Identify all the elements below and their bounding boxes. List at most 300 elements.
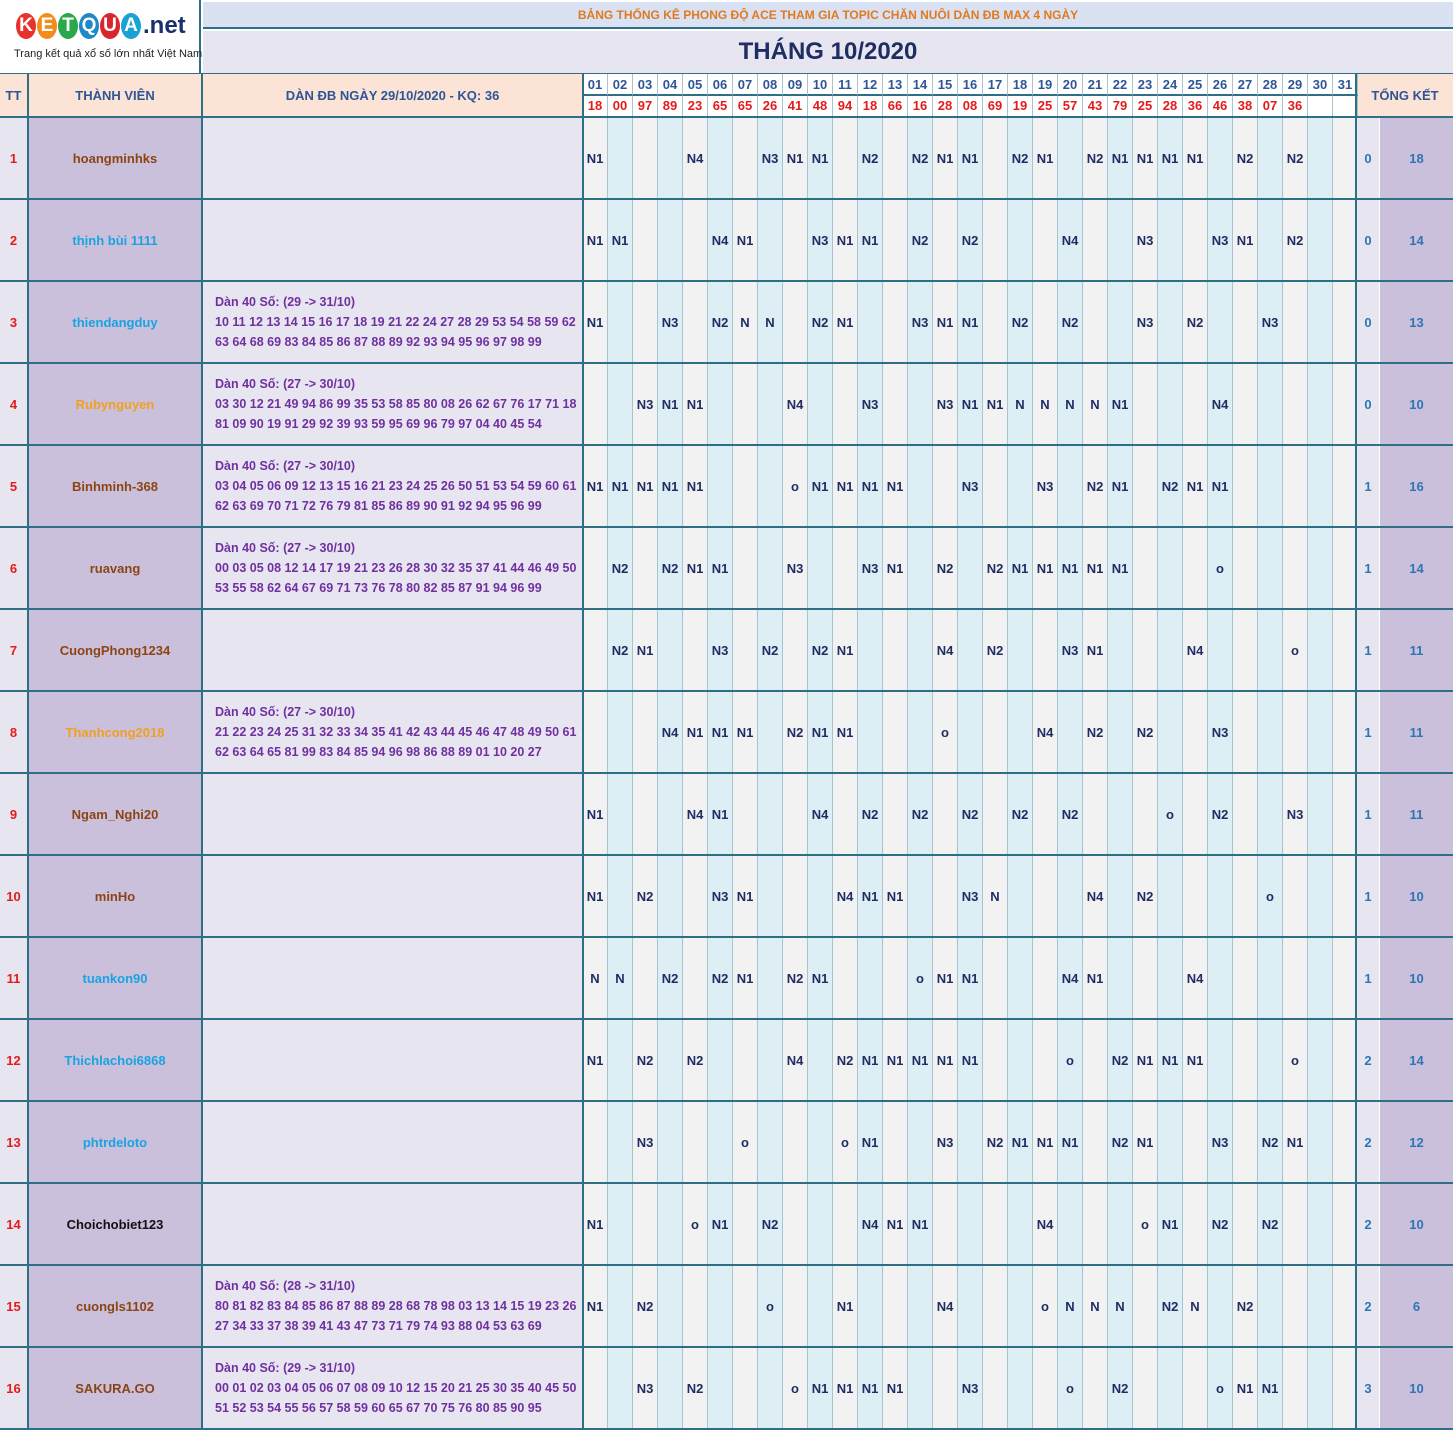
day-cell: [1308, 938, 1333, 1018]
day-cell: o: [833, 1102, 858, 1182]
day-cell: [1183, 200, 1208, 280]
day-cell: [1108, 856, 1133, 936]
dan-line: Dàn 40 Số: (27 -> 30/10): [215, 459, 355, 473]
day-result: 38: [1233, 96, 1258, 116]
day-cell: [758, 1102, 783, 1182]
day-cell: N3: [758, 118, 783, 198]
summary-total: 18: [1380, 118, 1453, 198]
day-cell: [583, 528, 608, 608]
day-cell: [858, 692, 883, 772]
day-cell: N3: [1208, 692, 1233, 772]
day-cell: [1208, 1266, 1233, 1346]
day-cell: N4: [933, 1266, 958, 1346]
member-name[interactable]: minHo: [29, 856, 201, 936]
day-cell: [1308, 364, 1333, 444]
day-cell: [1083, 1184, 1108, 1264]
day-cell: [808, 364, 833, 444]
summary-count: 2: [1357, 1020, 1379, 1100]
day-cell: [733, 1020, 758, 1100]
day-cell: [1058, 118, 1083, 198]
day-cell: N: [1008, 364, 1033, 444]
day-cell: [1008, 610, 1033, 690]
member-name[interactable]: Rubynguyen: [29, 364, 201, 444]
summary-total: 16: [1380, 446, 1453, 526]
day-cell: [908, 528, 933, 608]
day-cell: N2: [1283, 118, 1308, 198]
day-cell: [883, 774, 908, 854]
logo-tagline: Trang kết quả xổ số lớn nhất Việt Nam: [14, 48, 203, 60]
day-cell: N4: [1183, 610, 1208, 690]
day-cell: N3: [708, 856, 733, 936]
day-cell: [1183, 856, 1208, 936]
summary-count: 0: [1357, 282, 1379, 362]
day-cell: [883, 610, 908, 690]
day-cell: N1: [633, 446, 658, 526]
summary-total: 11: [1380, 774, 1453, 854]
member-name[interactable]: CuongPhong1234: [29, 610, 201, 690]
day-cell: N1: [833, 1348, 858, 1428]
member-name[interactable]: tuankon90: [29, 938, 201, 1018]
day-number: 28: [1258, 74, 1283, 96]
summary-count: 2: [1357, 1266, 1379, 1346]
day-cell: N1: [858, 856, 883, 936]
day-cell: o: [733, 1102, 758, 1182]
day-cell: [583, 610, 608, 690]
dan-numbers: [203, 1348, 582, 1428]
day-cell: [1283, 1266, 1308, 1346]
day-cell: [1083, 774, 1108, 854]
day-cell: [908, 856, 933, 936]
day-cell: [1008, 1184, 1033, 1264]
day-result: 08: [958, 96, 983, 116]
day-cell: [1033, 856, 1058, 936]
row-number: 11: [0, 938, 27, 1018]
dan-numbers: [203, 610, 582, 690]
day-cell: [1283, 364, 1308, 444]
day-cell: [1033, 610, 1058, 690]
day-cell: N1: [833, 282, 858, 362]
day-cell: [608, 1266, 633, 1346]
day-cell: N1: [1283, 1102, 1308, 1182]
member-name[interactable]: Thichlachoi6868: [29, 1020, 201, 1100]
day-cell: [608, 282, 633, 362]
day-cell: [1208, 1020, 1233, 1100]
day-cell: N2: [1083, 692, 1108, 772]
day-cell: N: [733, 282, 758, 362]
day-cell: N3: [958, 856, 983, 936]
header-summary: TỔNG KẾT: [1357, 74, 1453, 116]
day-cell: [708, 1266, 733, 1346]
row-number: 9: [0, 774, 27, 854]
day-cell: N1: [1008, 528, 1033, 608]
day-cell: [633, 774, 658, 854]
day-cell: [658, 856, 683, 936]
day-cell: N4: [1208, 364, 1233, 444]
day-cell: N2: [1208, 774, 1233, 854]
day-cell: N1: [683, 364, 708, 444]
day-cell: N1: [1233, 200, 1258, 280]
day-cell: [1008, 1020, 1033, 1100]
day-cell: N1: [583, 1266, 608, 1346]
column-divider: [201, 74, 203, 1429]
row-number: 6: [0, 528, 27, 608]
dan-line: 80 81 82 83 84 85 86 87 88 89 28 68 78 98 03 13 14 15 19 23 26: [215, 1299, 577, 1313]
day-cell: [808, 1102, 833, 1182]
day-cell: [708, 446, 733, 526]
day-cell: [1208, 118, 1233, 198]
day-cell: [1183, 692, 1208, 772]
member-name[interactable]: SAKURA.GO: [29, 1348, 201, 1428]
day-cell: N2: [1108, 1348, 1133, 1428]
day-cell: [1108, 938, 1133, 1018]
day-cell: N1: [733, 692, 758, 772]
day-cell: N2: [1083, 446, 1108, 526]
day-result: 25: [1033, 96, 1058, 116]
day-cell: N1: [883, 856, 908, 936]
day-cell: [908, 1102, 933, 1182]
day-cell: N1: [1183, 1020, 1208, 1100]
member-name[interactable]: thiendangduy: [29, 282, 201, 362]
day-cell: [1233, 610, 1258, 690]
day-number: 12: [858, 74, 883, 96]
day-cell: o: [783, 446, 808, 526]
header-dan: DÀN ĐB NGÀY 29/10/2020 - KQ: 36: [203, 74, 582, 116]
day-cell: [808, 1266, 833, 1346]
day-cell: [958, 1266, 983, 1346]
summary-count: 1: [1357, 938, 1379, 1018]
day-result: 57: [1058, 96, 1083, 116]
day-cell: o: [1158, 774, 1183, 854]
day-cell: N2: [983, 610, 1008, 690]
day-cell: [908, 610, 933, 690]
day-cell: N1: [683, 528, 708, 608]
day-cell: [733, 364, 758, 444]
day-cell: [1133, 364, 1158, 444]
day-result: 94: [833, 96, 858, 116]
day-result: 79: [1108, 96, 1133, 116]
day-cell: N2: [658, 938, 683, 1018]
day-cell: N1: [583, 118, 608, 198]
day-cell: N2: [808, 282, 833, 362]
day-cell: N1: [1158, 1020, 1183, 1100]
day-cell: [1183, 364, 1208, 444]
day-cell: [1108, 1184, 1133, 1264]
day-cell: N: [1108, 1266, 1133, 1346]
day-result: 41: [783, 96, 808, 116]
day-cell: [1058, 446, 1083, 526]
day-cell: N1: [883, 1348, 908, 1428]
day-cell: [1008, 856, 1033, 936]
day-cell: [658, 610, 683, 690]
day-cell: N: [1033, 364, 1058, 444]
day-cell: [633, 528, 658, 608]
day-cell: N1: [958, 364, 983, 444]
day-cell: [1108, 610, 1133, 690]
day-number: 22: [1108, 74, 1133, 96]
member-name[interactable]: Thanhcong2018: [29, 692, 201, 772]
day-number: 02: [608, 74, 633, 96]
dan-line: Dàn 40 Số: (28 -> 31/10): [215, 1279, 355, 1293]
day-cell: N2: [1133, 692, 1158, 772]
day-cell: N2: [683, 1020, 708, 1100]
day-cell: N3: [633, 1102, 658, 1182]
summary-count: 1: [1357, 446, 1379, 526]
day-result: [1308, 96, 1333, 116]
day-cell: N1: [1108, 364, 1133, 444]
day-cell: N1: [808, 118, 833, 198]
day-cell: N3: [958, 446, 983, 526]
day-cell: N1: [858, 446, 883, 526]
day-cell: [1233, 446, 1258, 526]
day-cell: [1258, 1266, 1283, 1346]
day-cell: [1233, 938, 1258, 1018]
member-name[interactable]: Binhminh-368: [29, 446, 201, 526]
day-cell: [1033, 200, 1058, 280]
day-cell: [833, 774, 858, 854]
day-cell: [1083, 200, 1108, 280]
day-number: 21: [1083, 74, 1108, 96]
day-cell: N2: [1258, 1184, 1283, 1264]
day-cell: N: [758, 282, 783, 362]
day-cell: [658, 1020, 683, 1100]
day-cell: N1: [708, 692, 733, 772]
day-cell: N1: [583, 774, 608, 854]
day-cell: N1: [1158, 1184, 1183, 1264]
day-cell: [1158, 282, 1183, 362]
day-number: 13: [883, 74, 908, 96]
day-cell: N3: [808, 200, 833, 280]
day-cell: [883, 282, 908, 362]
day-cell: N2: [1058, 774, 1083, 854]
day-cell: N1: [883, 528, 908, 608]
day-cell: [1083, 1348, 1108, 1428]
dan-numbers: [203, 938, 582, 1018]
day-cell: [1008, 938, 1033, 1018]
banner-title: BẢNG THỐNG KÊ PHONG ĐỘ ACE THAM GIA TOPIC CHĂN NUÔI DÀN ĐB MAX 4 NGÀY: [203, 2, 1453, 29]
day-number: 18: [1008, 74, 1033, 96]
day-cell: N4: [1058, 200, 1083, 280]
day-cell: [633, 938, 658, 1018]
day-result: 65: [708, 96, 733, 116]
day-cell: [883, 1102, 908, 1182]
day-cell: [1008, 1348, 1033, 1428]
day-cell: [1258, 200, 1283, 280]
member-name[interactable]: hoangminhks: [29, 118, 201, 198]
day-cell: N1: [1058, 528, 1083, 608]
day-cell: [783, 282, 808, 362]
summary-total: 6: [1380, 1266, 1453, 1346]
day-result: 07: [1258, 96, 1283, 116]
row-number: 4: [0, 364, 27, 444]
summary-total: 11: [1380, 692, 1453, 772]
day-cell: [983, 1266, 1008, 1346]
day-cell: [858, 938, 883, 1018]
day-cell: N3: [1258, 282, 1283, 362]
member-name[interactable]: ruavang: [29, 528, 201, 608]
day-cell: N1: [1083, 938, 1108, 1018]
day-cell: [983, 1020, 1008, 1100]
day-cell: N3: [933, 364, 958, 444]
day-cell: [933, 1184, 958, 1264]
summary-total: 10: [1380, 364, 1453, 444]
day-cell: N3: [908, 282, 933, 362]
day-cell: [658, 1266, 683, 1346]
day-cell: [1133, 938, 1158, 1018]
day-cell: [783, 610, 808, 690]
logo-letter: K: [16, 13, 36, 39]
day-cell: N4: [683, 118, 708, 198]
summary-count: 2: [1357, 1102, 1379, 1182]
day-cell: [1308, 692, 1333, 772]
member-name[interactable]: Choichobiet123: [29, 1184, 201, 1264]
row-number: 8: [0, 692, 27, 772]
day-cell: [1258, 610, 1283, 690]
day-cell: N4: [1058, 938, 1083, 1018]
summary-total: 10: [1380, 938, 1453, 1018]
day-cell: [1133, 1266, 1158, 1346]
day-cell: N2: [1083, 118, 1108, 198]
day-cell: N3: [633, 1348, 658, 1428]
summary-total: 13: [1380, 282, 1453, 362]
day-cell: [1158, 610, 1183, 690]
day-cell: [583, 692, 608, 772]
day-cell: N3: [1033, 446, 1058, 526]
day-result: 25: [1133, 96, 1158, 116]
dan-line: 51 52 53 54 55 56 57 58 59 60 65 67 70 75 76 80 85 90 95: [215, 1401, 542, 1415]
day-number: 08: [758, 74, 783, 96]
day-cell: [1158, 692, 1183, 772]
day-number: 29: [1283, 74, 1308, 96]
day-number: 17: [983, 74, 1008, 96]
summary-count: 3: [1357, 1348, 1379, 1428]
day-cell: N2: [908, 118, 933, 198]
day-cell: N2: [958, 200, 983, 280]
day-cell: N1: [933, 1020, 958, 1100]
day-result: 69: [983, 96, 1008, 116]
day-cell: [783, 200, 808, 280]
day-cell: [1283, 282, 1308, 362]
member-name[interactable]: cuongls1102: [29, 1266, 201, 1346]
day-cell: [958, 610, 983, 690]
day-cell: N1: [1258, 1348, 1283, 1428]
day-cell: N1: [1083, 528, 1108, 608]
day-cell: N3: [858, 528, 883, 608]
row-number: 7: [0, 610, 27, 690]
day-cell: N1: [583, 446, 608, 526]
day-cell: N1: [658, 446, 683, 526]
day-cell: N1: [1158, 118, 1183, 198]
day-cell: [683, 610, 708, 690]
summary-count: 0: [1357, 200, 1379, 280]
day-cell: N2: [783, 692, 808, 772]
day-cell: [1308, 856, 1333, 936]
dan-line: 62 63 69 70 71 72 76 79 81 85 86 89 90 91 92 94 95 96 99: [215, 499, 542, 513]
day-cell: [883, 938, 908, 1018]
day-cell: N1: [583, 856, 608, 936]
day-cell: [1108, 692, 1133, 772]
ketqua-logo[interactable]: [16, 8, 186, 44]
day-cell: [1033, 1020, 1058, 1100]
day-cell: [608, 1020, 633, 1100]
day-cell: N3: [933, 1102, 958, 1182]
day-cell: [1233, 364, 1258, 444]
day-cell: [1033, 282, 1058, 362]
day-cell: N1: [733, 938, 758, 1018]
dan-numbers: [203, 856, 582, 936]
day-cell: N3: [658, 282, 683, 362]
dan-numbers: [203, 528, 582, 608]
day-cell: N1: [583, 200, 608, 280]
day-cell: [858, 282, 883, 362]
day-cell: N1: [608, 200, 633, 280]
day-cell: N1: [783, 118, 808, 198]
day-cell: [958, 1184, 983, 1264]
row-number: 12: [0, 1020, 27, 1100]
day-cell: N2: [1008, 118, 1033, 198]
dan-numbers: [203, 364, 582, 444]
day-cell: N3: [633, 364, 658, 444]
dan-line: 03 04 05 06 09 12 13 15 16 21 23 24 25 26 50 51 53 54 59 60 61: [215, 479, 577, 493]
summary-count: 1: [1357, 774, 1379, 854]
day-cell: [1208, 938, 1233, 1018]
member-name[interactable]: Ngam_Nghi20: [29, 774, 201, 854]
day-cell: N3: [1208, 1102, 1233, 1182]
day-cell: N1: [608, 446, 633, 526]
day-cell: [1258, 938, 1283, 1018]
day-cell: N1: [1008, 1102, 1033, 1182]
day-cell: [733, 118, 758, 198]
dan-line: Dàn 40 Số: (27 -> 30/10): [215, 705, 355, 719]
day-cell: N4: [658, 692, 683, 772]
summary-total: 10: [1380, 1348, 1453, 1428]
day-cell: [1258, 364, 1283, 444]
day-cell: [608, 364, 633, 444]
day-number: 05: [683, 74, 708, 96]
day-result: 46: [1208, 96, 1233, 116]
day-cell: [1008, 1266, 1033, 1346]
day-cell: N1: [633, 610, 658, 690]
day-cell: [683, 938, 708, 1018]
day-cell: N2: [608, 610, 633, 690]
day-cell: [1158, 856, 1183, 936]
day-cell: [1308, 1102, 1333, 1182]
day-cell: N4: [1033, 1184, 1058, 1264]
day-cell: N: [1083, 364, 1108, 444]
day-number: 07: [733, 74, 758, 96]
day-cell: [1108, 282, 1133, 362]
day-cell: [633, 282, 658, 362]
day-cell: N1: [808, 1348, 833, 1428]
day-cell: N: [608, 938, 633, 1018]
logo-letter: Q: [79, 13, 99, 39]
day-cell: [958, 1102, 983, 1182]
day-cell: N1: [808, 938, 833, 1018]
day-cell: N: [1083, 1266, 1108, 1346]
day-result: 43: [1083, 96, 1108, 116]
day-result: 28: [1158, 96, 1183, 116]
day-cell: [733, 1266, 758, 1346]
day-cell: [1058, 692, 1083, 772]
day-cell: [658, 774, 683, 854]
dan-numbers: [203, 692, 582, 772]
day-cell: o: [1058, 1020, 1083, 1100]
day-cell: [683, 282, 708, 362]
day-number: 19: [1033, 74, 1058, 96]
member-name[interactable]: thịnh bùi 1111: [29, 200, 201, 280]
member-name[interactable]: phtrdeloto: [29, 1102, 201, 1182]
day-number: 01: [583, 74, 608, 96]
day-cell: [1158, 1102, 1183, 1182]
